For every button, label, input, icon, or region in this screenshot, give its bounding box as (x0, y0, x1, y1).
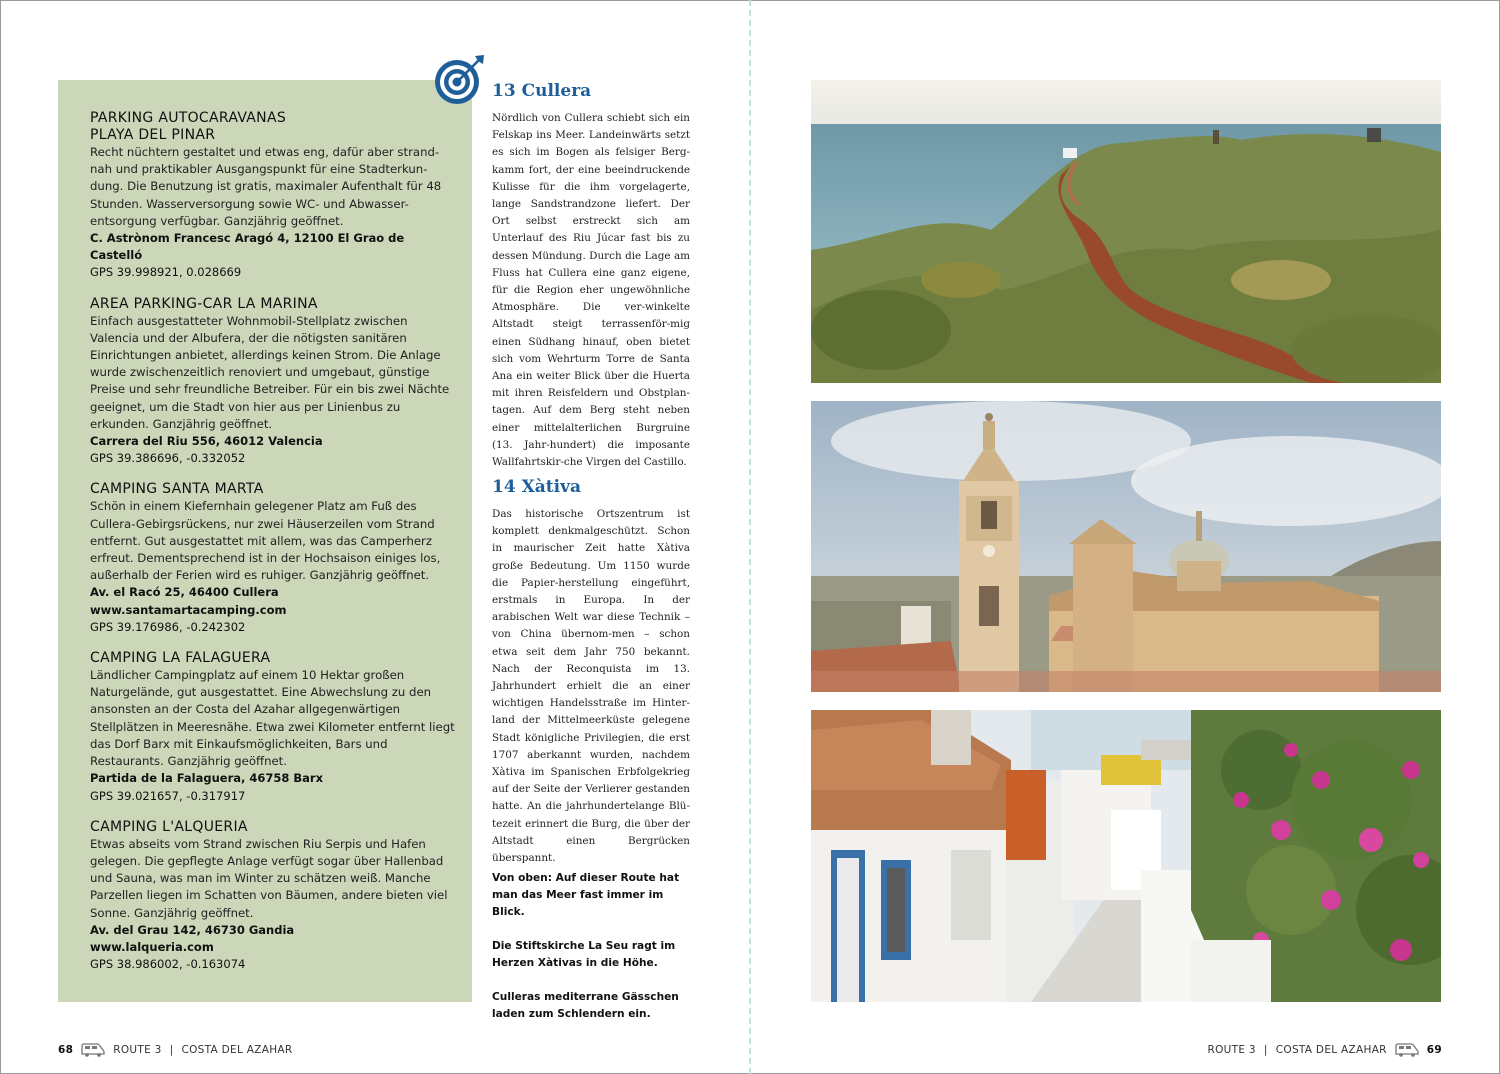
entry-title-line2: PLAYA DEL PINAR (90, 127, 216, 143)
campsite-entry (90, 296, 460, 468)
page-number: 68 (58, 1044, 74, 1056)
target-icon (431, 52, 487, 108)
footer-right (1207, 1043, 1442, 1057)
entry-title: CAMPING SANTA MARTA (90, 481, 264, 498)
entry-address: C. Astrònom Francesc Aragó 4, 12100 El Grao de Castelló (90, 231, 405, 263)
entry-title: AREA PARKING-CAR LA MARINA (90, 295, 318, 312)
campsite-entry (90, 819, 460, 974)
entry-gps: GPS 38.986002, -0.163074 (90, 957, 246, 972)
section-title: 14 Xàtiva (492, 477, 581, 497)
caption: Die Stiftskirche La Seu ragt im Herzen Xàtivas in die Höhe. (492, 940, 676, 969)
footer-left (58, 1043, 293, 1057)
campsite-sidebar (58, 80, 472, 1002)
entry-title: CAMPING LA FALAGUERA (90, 650, 271, 667)
photo-cullera-alleys (811, 710, 1441, 1002)
camper-van-icon (1395, 1043, 1419, 1057)
camper-van-icon (81, 1043, 105, 1057)
photo-coastal-road (811, 80, 1441, 383)
photo-captions (492, 870, 690, 1040)
campsite-entry (90, 481, 460, 636)
section-cullera (492, 80, 690, 471)
entry-address: Carrera del Riu 556, 46012 Valencia (90, 434, 323, 449)
section-text: Nördlich von Cullera schiebt sich ein Felskap ins Meer. Landeinwärts setzt es sich im Bogen als felsiger Berg-kamm fort, der eine beeindruckende Kulisse für die ihm vorgelagerte, lange Sandstrandzone liefert. Der Ort selbst erstreckt sich am Unterlauf des Riu Júcar fast bis zu dessen Mündung. Durch die Lage am Fluss hat Cullera eine ganz eigene, für die Region eher ungewöhnliche Atmosphäre. Die ver-winkelte Altstadt steigt terrassenför-mig einen Südhang hinauf, oben bietet sich vom Wehrturm Torre de Santa Ana ein weiter Blick über die Huerta mit ihren Reisfeldern und Obstplan-tagen. Auf dem Berg steht neben einer mittelalterlichen Burgruine (13. Jahr-hundert) die imposante Wallfahrtskir-che Virgen del Castillo. (492, 112, 690, 469)
caption: Culleras mediterrane Gässchen laden zum Schlendern ein. (492, 991, 679, 1020)
entry-gps: GPS 39.176986, -0.242302 (90, 619, 246, 634)
entry-address: Partida de la Falaguera, 46758 Barx (90, 771, 324, 786)
section-title: 13 Cullera (492, 81, 592, 101)
entry-text: Recht nüchtern gestaltet und etwas eng, dafür aber strand-nah und praktikabler Ausgangspunkt für eine Stadterkun-dung. Die Benutzung ist gratis, maximaler Aufenthalt für 48 Stunden. Wasserversorgung sowie WC- und Abwasser-entsorgung verfügbar. Ganzjährig geöffnet. (90, 145, 442, 228)
entry-title: PARKING AUTOCARAVANAS (90, 110, 287, 126)
photo-xativa-church (811, 401, 1441, 692)
entry-address: Av. del Grau 142, 46730 Gandia (90, 922, 295, 937)
campsite-entry (90, 650, 460, 805)
entry-gps: GPS 39.998921, 0.028669 (90, 265, 242, 280)
entry-address: Av. el Racó 25, 46400 Cullera (90, 585, 279, 600)
footer-separator: | (1263, 1044, 1268, 1056)
section-text: Das historische Ortszentrum ist komplett denkmalgeschützt. Schon in maurischer Zeit hatte Xàtiva große Bedeutung. Um 1150 wurde die Papier-herstellung eingeführt, erstmals in Europa. In der arabischen Welt war diese Technik – von China übernom-men – schon etwa seit dem Jahr 750 bekannt. Nach der Reconquista im 13. Jahrhundert erhielt die an einer wichtigen Handelsstraße im Hinter-land der Mittelmeerküste gelegene Stadt königliche Privilegien, die erst 1707 aberkannt wurden, nachdem Xàtiva im Spanischen Erbfolgekrieg auf der Seite der Verlierer gestanden hatte. An die jahrhundertelange Blü-tezeit erinnert die Burg, die über der Altstadt einen Bergrücken überspannt. (492, 508, 690, 865)
route-label: ROUTE 3 (113, 1044, 162, 1056)
entry-text: Einfach ausgestatteter Wohnmobil-Stellplatz zwischen Valencia und der Albufera, der die nötigsten sanitären Einrichtungen anbietet, allerdings keinen Strom. Die Anlage wurde zwischenzeitlich renoviert und umgebaut, günstige Preise und sehr freundliche Betreiber. Für ein bis zwei Nächte geeignet, um die Stadt von hier aus per Linienbus zu erkunden. Ganzjährig geöffnet. (90, 313, 450, 431)
entry-gps: GPS 39.386696, -0.332052 (90, 451, 246, 466)
page-spine (749, 0, 751, 1074)
entry-text: Schön in einem Kiefernhain gelegener Platz am Fuß des Cullera-Gebirgsrückens, nur zwei Häuserzeilen vom Strand entfernt. Gut ausgestattet mit allem, was das Camperherz erfreut. Dementsprechend ist in der Hochsaison einiges los, außerhalb der Ferien wird es ruhiger. Ganzjährig geöffnet. (90, 499, 441, 583)
entry-title: CAMPING L'ALQUERIA (90, 818, 248, 835)
section-xativa (492, 476, 690, 867)
entry-website[interactable]: www.lalqueria.com (90, 939, 214, 954)
region-label: COSTA DEL AZAHAR (1275, 1044, 1387, 1056)
page-number: 69 (1426, 1044, 1442, 1056)
footer-separator: | (169, 1044, 174, 1056)
entry-website[interactable]: www.santamartacamping.com (90, 602, 287, 617)
entry-gps: GPS 39.021657, -0.317917 (90, 788, 246, 803)
route-label: ROUTE 3 (1207, 1044, 1256, 1056)
region-label: COSTA DEL AZAHAR (181, 1044, 293, 1056)
entry-text: Ländlicher Campingplatz auf einem 10 Hektar großen Naturgelände, gut ausgestattet. Eine Abwechslung zu den ansonsten an der Costa del Azahar allgegenwärtigen Stellplätzen in Meeresnähe. Etwa zwei Kilometer entfernt liegt das Dorf Barx mit Einkaufsmöglichkeiten, Bars und Restaurants. Ganzjährig geöffnet. (90, 668, 455, 769)
entry-text: Etwas abseits vom Strand zwischen Riu Serpis und Hafen gelegen. Die gepflegte Anlage verfügt sogar über Hallenbad und Sauna, was man im Winter zu schätzen weiß. Manche Parzellen liegen im Schatten von Bäumen, andere bieten viel Sonne. Ganzjährig geöffnet. (90, 836, 448, 920)
campsite-entry (90, 110, 460, 282)
caption: Von oben: Auf dieser Route hat man das Meer fast immer im Blick. (492, 872, 680, 918)
